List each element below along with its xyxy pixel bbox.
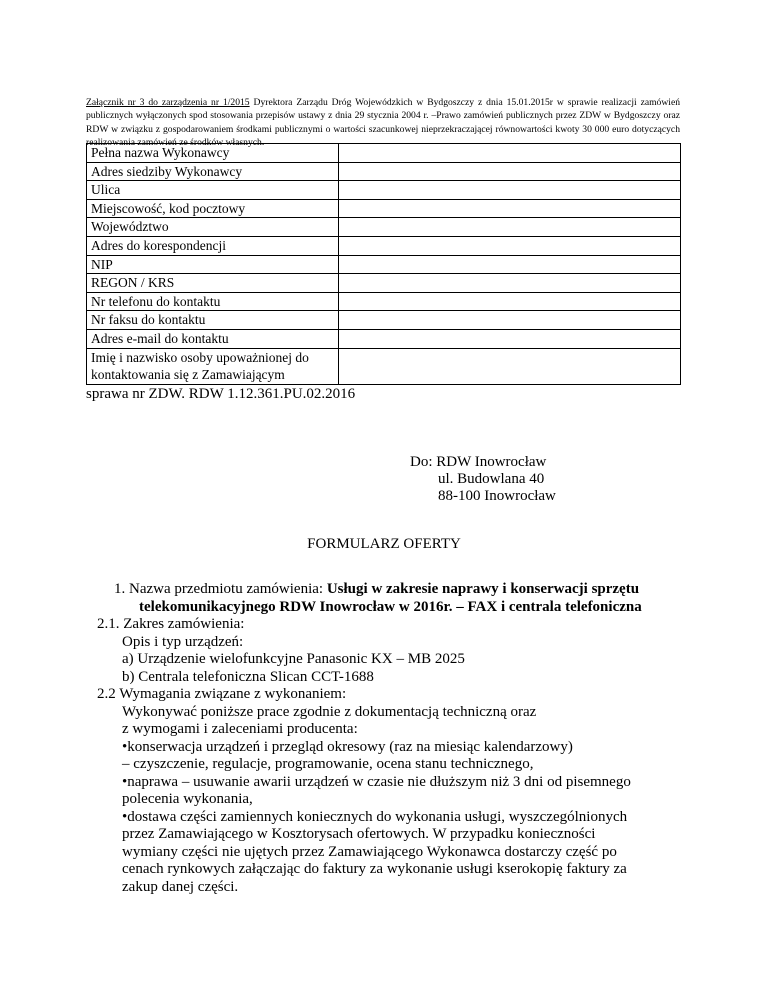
recipient-address [410,454,556,505]
table-row [87,218,681,237]
section-2-1-item-a: a) Urządzenie wielofunkcyjne Panasonic KX – MB 2025 [122,651,465,667]
bullet-icon: • [122,738,128,755]
table-row [87,255,681,274]
recipient-line-2: ul. Budowlana 40 [438,471,545,487]
section-1-prefix: 1. Nazwa przedmiotu zamówienia: [114,581,327,597]
table-row [87,274,681,293]
section-2-2-line-2: z wymogami i zaleceniami producenta: [122,721,358,737]
bullet-icon: • [122,808,128,825]
field-value-cell[interactable] [339,162,681,181]
table-row [87,236,681,255]
field-value-cell[interactable] [339,218,681,237]
field-label: Nr faksu do kontaktu [87,311,339,330]
case-number: sprawa nr ZDW. RDW 1.12.361.PU.02.2016 [86,386,356,402]
field-value-cell[interactable] [339,274,681,293]
table-row [87,348,681,384]
field-value-cell[interactable] [339,311,681,330]
table-row [87,329,681,348]
table-row [87,181,681,200]
attachment-header [86,96,680,149]
contractor-details-table [86,143,681,385]
section-2-1-heading: 2.1. Zakres zamówienia: [97,616,245,632]
section-2-1-item-b: b) Centrala telefoniczna Slican CCT-1688 [122,668,374,685]
attachment-reference: Załącznik nr 3 do zarządzenia nr 1/2015 [86,97,250,108]
bullet-3-cont-2: wymiany części nie ujętych przez Zamawiającego Wykonawca dostarczy część po [122,843,617,860]
bullet-1-text: konserwacja urządzeń i przegląd okresowy (raz na miesiąc kalendarzowy) [127,738,573,755]
field-label: Województwo [87,218,339,237]
bullet-3-cont-3: cenach rynkowych załączając do faktury za wykonanie usługi kserokopię faktury za [122,861,627,877]
section-1 [114,581,694,599]
field-label: Miejscowość, kod pocztowy [87,199,339,218]
bullet-1-cont: – czyszczenie, regulacje, programowanie, ocena stanu technicznego, [122,756,534,772]
bullet-3-cont-4: zakup danej części. [122,878,239,895]
field-label: Pełna nazwa Wykonawcy [87,144,339,163]
recipient-line-1: Do: RDW Inowrocław [410,454,547,470]
table-row [87,199,681,218]
bullet-3-cont-1: przez Zamawiającego w Kosztorysach ofertowych. W przypadku konieczności [122,826,596,842]
bullet-2-text: naprawa – usuwanie awarii urządzeń w czasie nie dłuższym niż 3 dni od pisemnego [127,773,631,790]
field-label: Ulica [87,181,339,200]
section-1-title-line-2: telekomunikacyjnego RDW Inowrocław w 2016r. – FAX i centrala telefoniczna [139,598,642,615]
bullet-2-cont: polecenia wykonania, [122,791,253,807]
section-2-2-line-1: Wykonywać poniższe prace zgodnie z dokumentacją techniczną oraz [122,703,537,720]
table-row [87,162,681,181]
attachment-description: Dyrektora Zarządu Dróg Wojewódzkich w Bydgoszczy z dnia 15.01.2015r w sprawie realizacji zamówień publicznych wyłączonych spod stosowania przepisów ustawy z dnia 29 stycznia 2004 r. –Prawo zamówień publicznych przez ZDW w Bydgoszczy oraz RDW w związku z gospodarowaniem środkami publicznymi o wartości szacunkowej nieprzekraczającej równowartości kwoty 30 000 euro dotyczących realizowania zamówień ze środków własnych. [86,97,680,148]
bullet-item [122,774,694,792]
field-value-cell[interactable] [339,292,681,311]
field-label: Adres siedziby Wykonawcy [87,162,339,181]
field-value-cell[interactable] [339,199,681,218]
field-label: NIP [87,255,339,274]
field-value-cell[interactable] [339,181,681,200]
table-row [87,144,681,163]
recipient-line-3: 88-100 Inowrocław [438,488,556,504]
bullet-item [122,809,694,827]
field-value-cell[interactable] [339,236,681,255]
table-row [87,311,681,330]
field-value-cell[interactable] [339,348,681,384]
bullet-item [122,739,694,757]
section-2-1-sub: Opis i typ urządzeń: [122,633,244,650]
section-2-2-heading: 2.2 Wymagania związane z wykonaniem: [97,686,347,702]
field-value-cell[interactable] [339,255,681,274]
field-label: Nr telefonu do kontaktu [87,292,339,311]
offer-body [97,581,694,896]
field-label: Imię i nazwisko osoby upoważnionej do kontaktowania się z Zamawiającym [87,348,339,384]
form-title: FORMULARZ OFERTY [307,536,461,552]
section-1-title-line-1: Usługi w zakresie naprawy i konserwacji sprzętu [326,581,640,597]
table-row [87,292,681,311]
bullet-3-text: dostawa części zamiennych koniecznych do wykonania usługi, wyszczególnionych [127,808,628,825]
field-label: REGON / KRS [87,274,339,293]
field-label: Adres e-mail do kontaktu [87,329,339,348]
field-value-cell[interactable] [339,144,681,163]
field-value-cell[interactable] [339,329,681,348]
bullet-icon: • [122,773,128,790]
field-label: Adres do korespondencji [87,236,339,255]
